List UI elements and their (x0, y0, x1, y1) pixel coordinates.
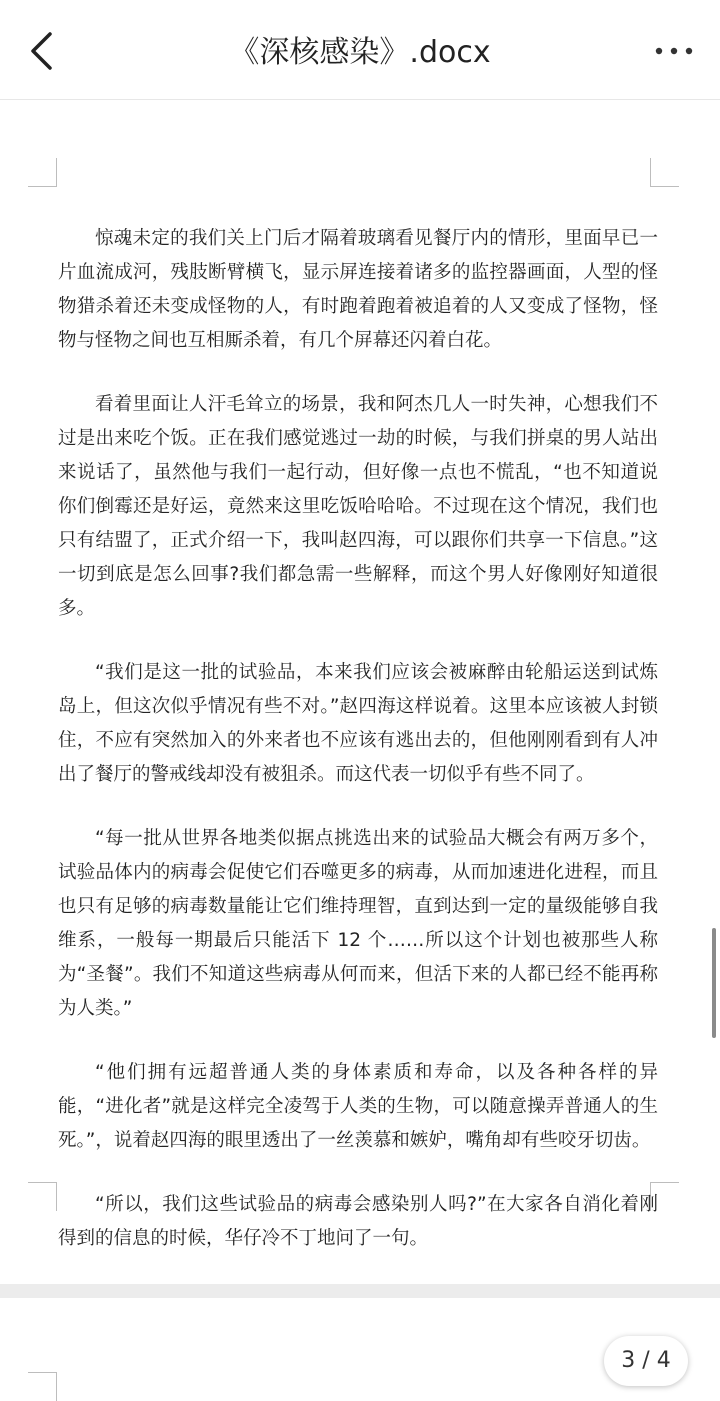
back-button[interactable] (18, 28, 64, 74)
paragraph: 看着里面让人汗毛耸立的场景，我和阿杰几人一时失神，心想我们不过是出来吃个饭。正在我们感觉逃过一劫的时候，与我们拼桌的男人站出来说话了，虽然他与我们一起行动，但好像一点也不慌乱，“也不知道说你们倒霉还是好运，竟然来这里吃饭哈哈哈。不过现在这个情况，我们也只有结盟了，正式介绍一下，我叫赵四海，可以跟你们共享一下信息。”这一切到底是怎么回事?我们都急需一些解释，而这个男人好像刚好知道很多。 (58, 394, 658, 619)
page-corner-mark (28, 158, 57, 187)
more-dots-icon (654, 46, 694, 56)
document-title: 《深核感染》.docx (229, 35, 491, 70)
paragraph: “我们是这一批的试验品，本来我们应该会被麻醉由轮船运送到试炼岛上，但这次似乎情况有些不对。”赵四海这样说着。这里本应该被人封锁住，不应有突然加入的外来者也不应该有逃出去的，但他刚刚看到有人冲出了餐厅的警戒线却没有被狙杀。而这代表一切似乎有些不同了。 (58, 662, 658, 785)
page-separator (0, 1284, 720, 1298)
page-corner-mark (650, 158, 679, 187)
page-indicator: 3 / 4 (604, 1336, 688, 1386)
top-bar (0, 0, 720, 100)
page-corner-mark (28, 1182, 57, 1211)
document-body (58, 222, 658, 1286)
paragraph: “所以，我们这些试验品的病毒会感染别人吗?”在大家各自消化着刚得到的信息的时候，华仔冷不丁地问了一句。 (58, 1194, 658, 1249)
paragraph: “每一批从世界各地类似据点挑选出来的试验品大概会有两万多个，试验品体内的病毒会促使它们吞噬更多的病毒，从而加速进化进程，而且也只有足够的病毒数量能让它们维持理智，直到达到一定的量级能够自我维系，一般每一期最后只能活下 12 个……所以这个计划也被那些人称为“圣餐”。我们不知道这些病毒从何而来，但活下来的人都已经不能再称为人类。” (58, 828, 658, 1019)
more-options-button[interactable] (650, 28, 698, 74)
scrollbar-thumb[interactable] (712, 928, 716, 1038)
page-corner-mark (28, 1372, 57, 1401)
chevron-left-icon (28, 31, 54, 71)
paragraph: “他们拥有远超普通人类的身体素质和寿命，以及各种各样的异能，“进化者”就是这样完全凌驾于人类的生物，可以随意操弄普通人的生死。”，说着赵四海的眼里透出了一丝羡慕和嫉妒，嘴角却有些咬牙切齿。 (58, 1062, 658, 1151)
paragraph: 惊魂未定的我们关上门后才隔着玻璃看见餐厅内的情形，里面早已一片血流成河，残肢断臂横飞，显示屏连接着诸多的监控器画面，人型的怪物猎杀着还未变成怪物的人，有时跑着跑着被追着的人又变成了怪物，怪物与怪物之间也互相厮杀着，有几个屏幕还闪着白花。 (58, 228, 658, 351)
document-page (0, 101, 720, 1284)
